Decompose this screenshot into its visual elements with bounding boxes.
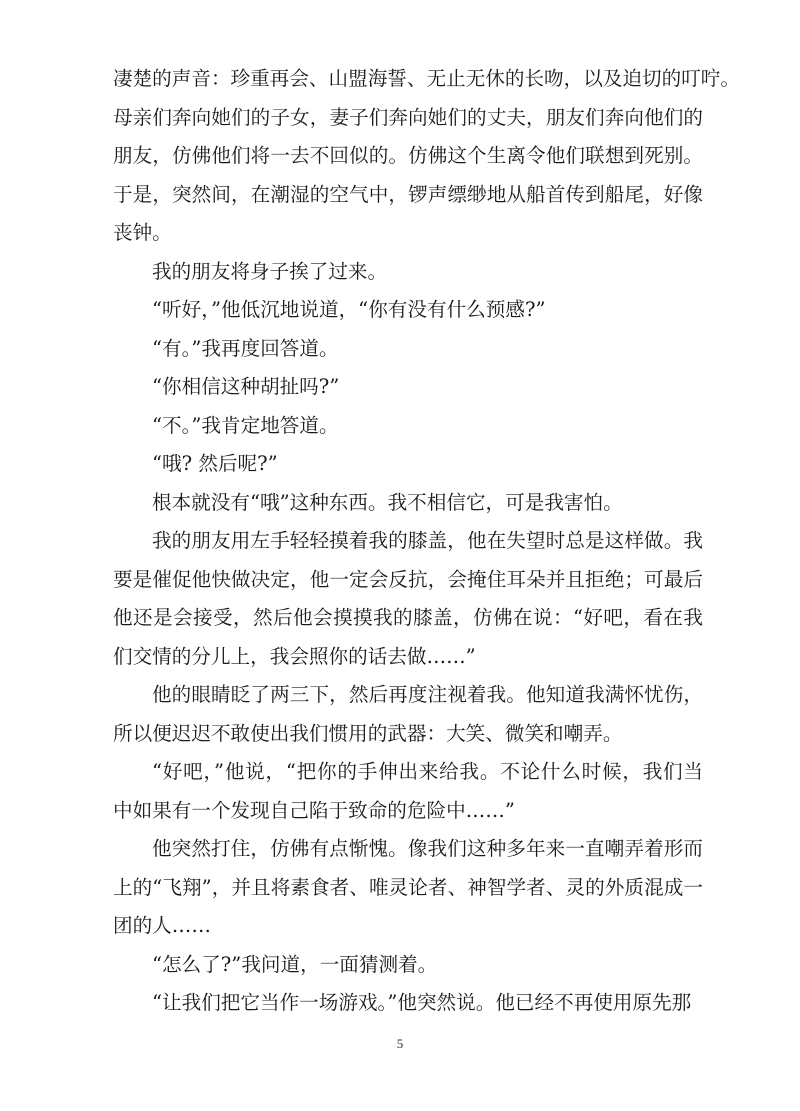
paragraph: [113, 407, 703, 446]
text-line: 于是，突然间，在潮湿的空气中，锣声缥缈地从船首传到船尾，好像: [113, 182, 703, 206]
text-line: 朋友，仿佛他们将一去不回似的。仿佛这个生离令他们联想到死别。: [113, 144, 703, 167]
paragraph: [113, 676, 703, 753]
text-line: “好吧，”他说，“把你的手伸出来给我。不论什么时候，我们当: [152, 760, 703, 783]
paragraph: [113, 753, 703, 830]
paragraph: [113, 60, 740, 253]
paragraph: [113, 984, 703, 1023]
paragraph: [113, 368, 703, 407]
text-line: 凄楚的声音：珍重再会、山盟海誓、无止无休的长吻，以及迫切的叮咛。: [113, 67, 740, 90]
paragraph: [113, 291, 703, 330]
text-line: “有。”我再度回答道。: [152, 336, 339, 360]
text-line: 他还是会接受，然后他会摸摸我的膝盖，仿佛在说：“好吧，看在我: [113, 606, 703, 629]
text-line: 丧钟。: [113, 221, 172, 244]
text-line: 根本就没有“哦”这种东西。我不相信它，可是我害怕。: [152, 490, 623, 514]
paragraph: [113, 445, 703, 484]
text-line: “哦? 然后呢?”: [152, 452, 278, 475]
document-body: [113, 60, 740, 1023]
text-line: “怎么了?”我问道，一面猜测着。: [152, 952, 438, 976]
text-line: “让我们把它当作一场游戏。”他突然说。他已经不再使用原先那: [152, 991, 692, 1014]
text-line: 母亲们奔向她们的子女，妻子们奔向她们的丈夫，朋友们奔向他们的: [113, 105, 703, 129]
text-line: 中如果有一个发现自己陷于致命的危险中……”: [113, 798, 515, 822]
text-line: 我的朋友用左手轻轻摸着我的膝盖，他在失望时总是这样做。我: [152, 529, 703, 552]
text-line: 所以便迟迟不敢使出我们惯用的武器：大笑、微笑和嘲弄。: [113, 721, 623, 745]
text-line: 们交情的分儿上，我会照你的话去做……”: [113, 644, 476, 668]
text-line: “不。”我肯定地答道。: [152, 413, 339, 437]
paragraph: [113, 522, 703, 676]
paragraph: [113, 946, 703, 985]
text-line: 我的朋友将身子挨了过来。: [152, 259, 388, 283]
text-line: 上的“飞翔”，并且将素食者、唯灵论者、神智学者、灵的外质混成一: [113, 875, 703, 899]
text-line: 要是催促他快做决定，他一定会反抗，会掩住耳朵并且拒绝；可最后: [113, 567, 703, 591]
paragraph: [113, 484, 703, 523]
paragraph: [113, 830, 703, 946]
text-line: 团的人……: [113, 914, 211, 937]
paragraph: [113, 330, 703, 369]
text-line: 他突然打住，仿佛有点惭愧。像我们这种多年来一直嘲弄着形而: [152, 837, 703, 860]
paragraph: [113, 253, 703, 292]
text-line: “听好，”他低沉地说道，“你有没有什么预感?”: [152, 298, 546, 321]
page-number: 5: [396, 1036, 404, 1051]
text-line: “你相信这种胡扯吗?”: [152, 375, 340, 398]
text-line: 他的眼睛眨了两三下，然后再度注视着我。他知道我满怀忧伤，: [152, 683, 703, 706]
